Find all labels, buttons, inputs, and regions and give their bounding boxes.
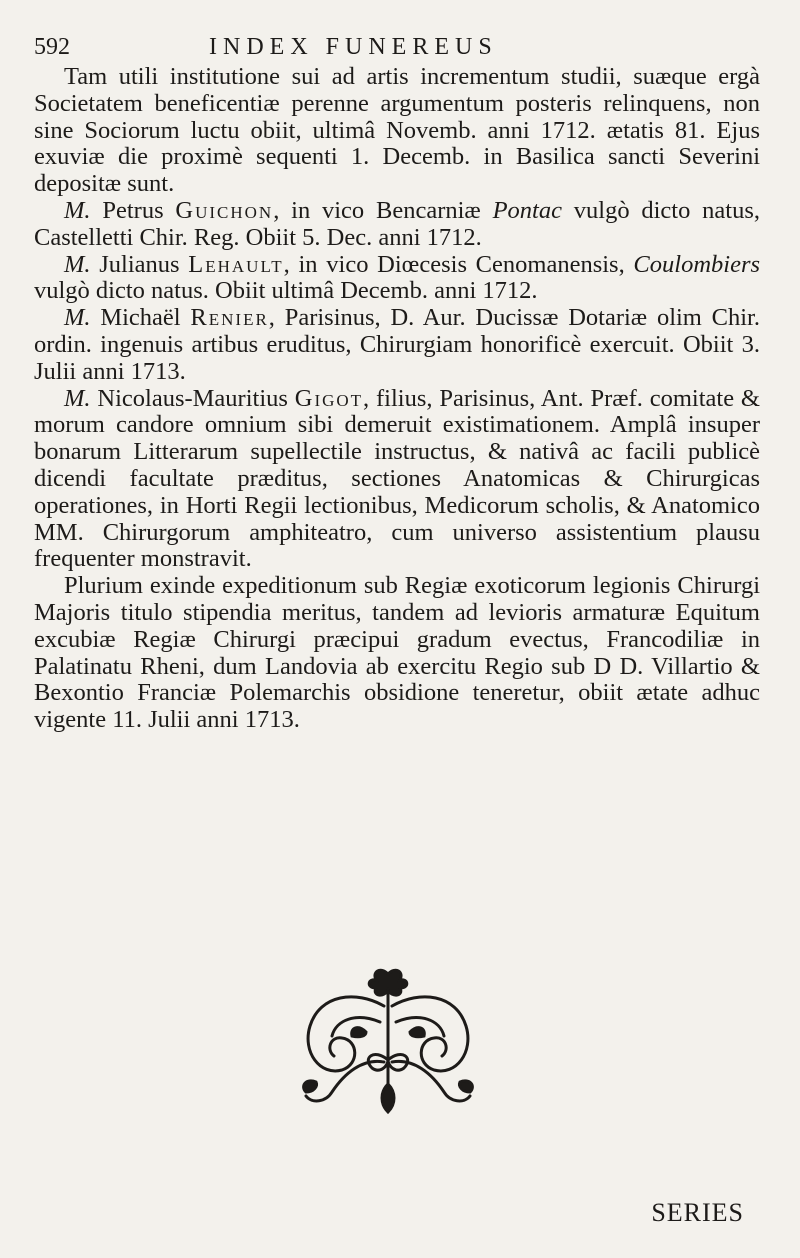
floral-tailpiece-icon: [296, 966, 480, 1116]
text-run: vulgò dicto natus, Castelletti Chir. Reg. Obiit 5. Dec. anni 1712.: [34, 196, 761, 251]
paragraph-p1: [34, 64, 760, 198]
person-surname: Gigot: [294, 384, 364, 412]
text-run: , in vico Bencarniæ: [273, 196, 493, 224]
text-run: , Parisinus, D. Aur. Ducissæ Dotariæ olim Chir. ordin. ingenuis artibus eruditus, Chirurgiam honorificè exercuit. Obiit 3. Julii anni 1713.: [34, 304, 760, 385]
page-header: [34, 30, 760, 64]
person-surname: Renier: [190, 304, 269, 332]
paragraph-p2: [34, 198, 760, 252]
italic-text: M.: [64, 384, 91, 412]
person-surname: Lehault: [188, 250, 284, 278]
text-run: , filius, Parisinus, Ant. Præf. comitate & morum candore omnium sibi demeruit existimationem. Amplâ insuper bonarum Litterarum supellectile instructus, & nativâ ac facili publicè dicendi facultate præditus, sectiones Anatomicas & Chirurgicas operationes, in Horti Regii lectionibus, Medicorum scholis, & Anatomico MM. Chirurgorum amphiteatro, cum universo assistentium plausu frequenter monstravit.: [34, 384, 760, 573]
text-run: Petrus: [90, 196, 176, 224]
text-run: Plurium exinde expeditionum sub Regiæ exoticorum legionis Chirurgi Majoris titulo stipendia meritus, tandem ad levioris armaturæ Equitum excubiæ Regiæ Chirurgi præcipui gradum evectus, Francodiliæ in Palatinatu Rheni, dum Landovia ab exercitu Regio sub D D. Villartio & Bexontio Franciæ Polemarchis obsidione teneretur, obiit ætate adhuc vigente 11. Julii anni 1713.: [34, 572, 760, 734]
italic-text: M.: [64, 196, 91, 224]
text-run: , in vico Diœcesis Cenomanensis,: [283, 250, 634, 278]
page-number: 592: [34, 34, 70, 60]
text-run: Michaël: [90, 304, 191, 332]
paragraph-p6: [34, 573, 760, 734]
paragraph-p3: [34, 252, 760, 306]
running-title: INDEX FUNEREUS: [209, 34, 498, 60]
paragraph-p4: [34, 305, 760, 385]
catchword: SERIES: [651, 1198, 744, 1227]
text-run: Tam utili institutione sui ad artis incrementum studii, suæque ergà Societatem beneficentiæ perenne argumentum posteris relinquens, non sine Sociorum luctu obiit, ultimâ Novemb. anni 1712. ætatis 81. Ejus exuviæ die proximè sequenti 1. Decemb. in Basilica sancti Severini depositæ sunt.: [34, 63, 760, 198]
italic-text: M.: [64, 304, 91, 332]
person-surname: Guichon: [175, 196, 274, 224]
text-run: vulgò dicto natus. Obiit ultimâ Decemb. anni 1712.: [34, 277, 538, 305]
text-run: Nicolaus-Mauritius: [90, 384, 295, 412]
body-text: [34, 64, 760, 734]
paragraph-p5: [34, 386, 760, 574]
italic-text: M.: [64, 250, 91, 278]
italic-text: Pontac: [492, 196, 562, 224]
italic-text: Coulombiers: [633, 250, 761, 278]
text-run: Julianus: [90, 250, 189, 278]
